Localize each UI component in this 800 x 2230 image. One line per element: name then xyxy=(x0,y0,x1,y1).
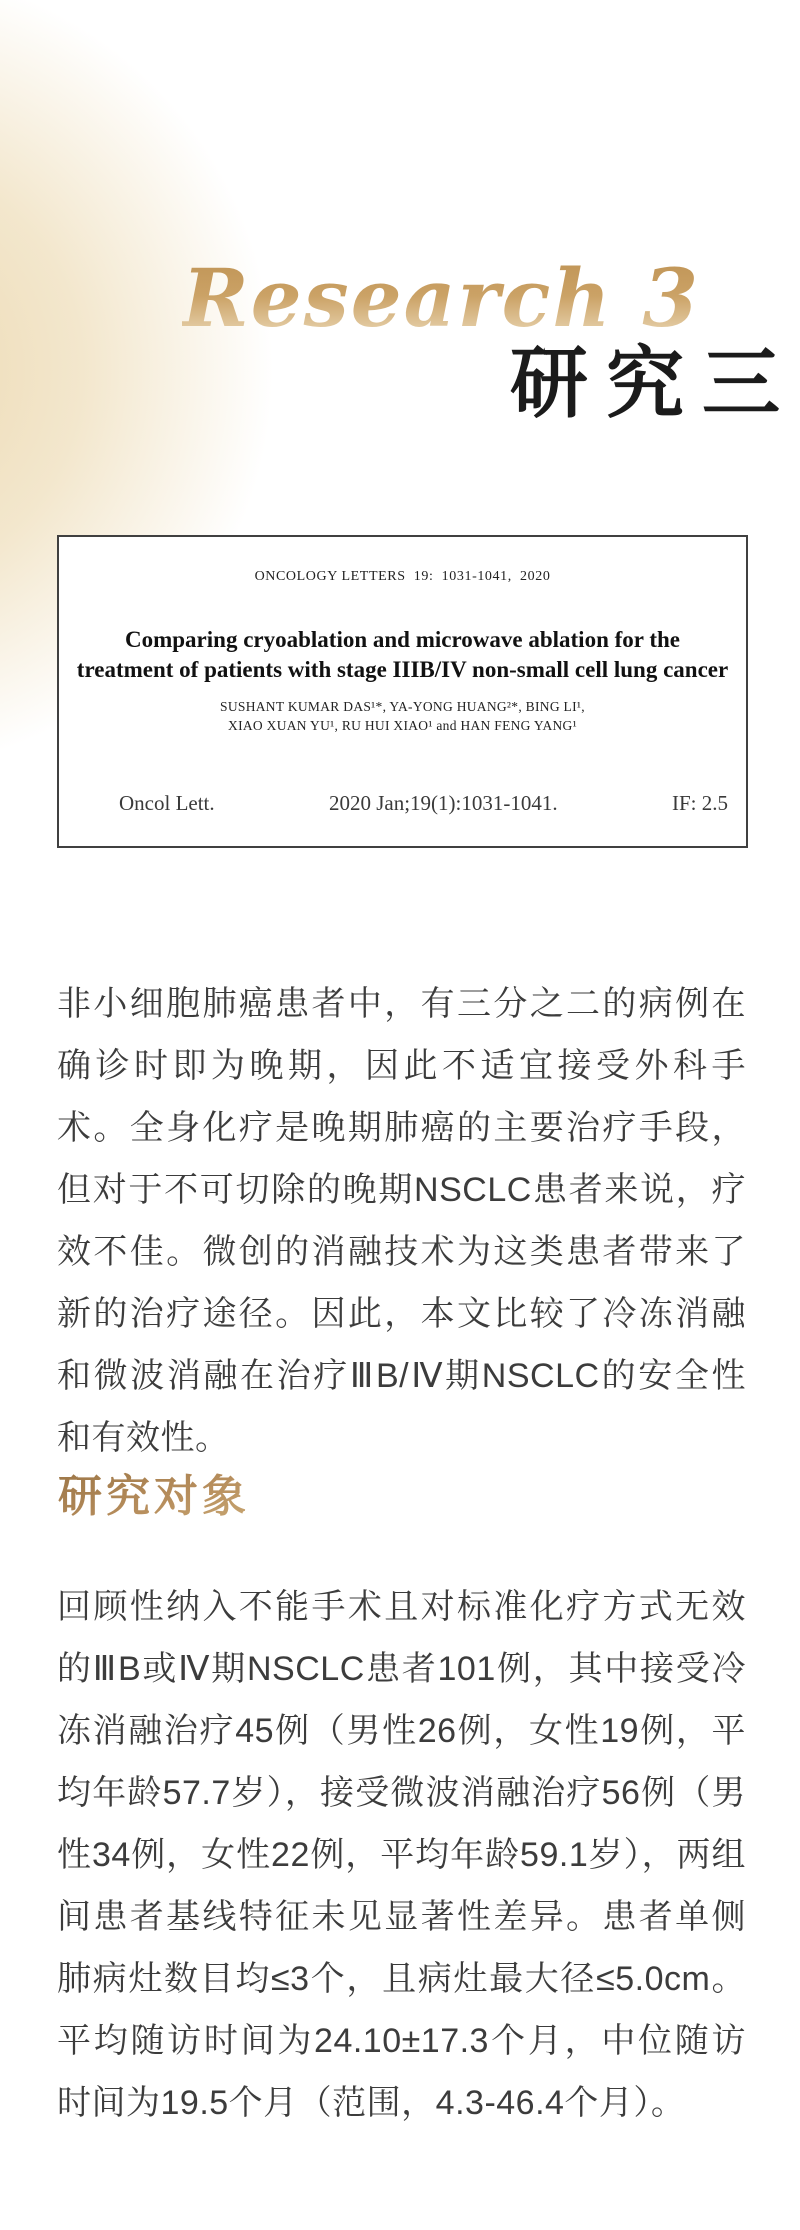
paper-title xyxy=(59,625,746,685)
intro-paragraph: 非小细胞肺癌患者中，有三分之二的病例在确诊时即为晚期，因此不适宜接受外科手术。全身化疗是晚期肺癌的主要治疗手段，但对于不可切除的晚期NSCLC患者来说，疗效不佳。微创的消融技术为这类患者带来了新的治疗途径。因此，本文比较了冷冻消融和微波消融在治疗ⅢB/Ⅳ期NSCLC的安全性和有效性。 xyxy=(57,985,746,1457)
paper-title-line1: Comparing cryoablation and microwave ablation for the xyxy=(125,627,680,652)
paper-authors xyxy=(59,697,746,735)
authors-line1: SUSHANT KUMAR DAS¹*, YA-YONG HUANG²*, BING LI¹, xyxy=(220,699,585,714)
research-script-title: Research 3 xyxy=(182,248,700,348)
paper-title-line2: treatment of patients with stage IIIB/IV non-small cell lung cancer xyxy=(76,657,729,682)
study-subjects-paragraph: 回顾性纳入不能手术且对标准化疗方式无效的ⅢB或Ⅳ期NSCLC患者101例，其中接受冷冻消融治疗45例（男性26例，女性19例，平均年龄57.7岁），接受微波消融治疗56例（男性34例，女性22例，平均年龄59.1岁），两组间患者基线特征未见显著性差异。患者单侧肺病灶数目均≤3个，且病灶最大径≤5.0cm。平均随访时间为24.10±17.3个月，中位随访时间为19.5个月（范围，4.3-46.4个月）。 xyxy=(57,1588,746,2122)
citation-text: 2020 Jan;19(1):1031-1041. xyxy=(328,791,558,815)
journal-abbrev: Oncol Lett. xyxy=(119,791,215,815)
study-subjects-heading: 研究对象 xyxy=(58,1471,250,1522)
impact-factor: IF: 2.5 xyxy=(671,791,728,815)
citation-row xyxy=(59,791,746,816)
authors-line2: XIAO XUAN YU¹, RU HUI XIAO¹ and HAN FENG YANG¹ xyxy=(228,718,577,733)
journal-header-line: ONCOLOGY LETTERS 19: 1031-1041, 2020 xyxy=(254,569,551,584)
research-cn-title: 研究三 xyxy=(509,338,798,429)
paper-citation-card xyxy=(57,535,748,848)
